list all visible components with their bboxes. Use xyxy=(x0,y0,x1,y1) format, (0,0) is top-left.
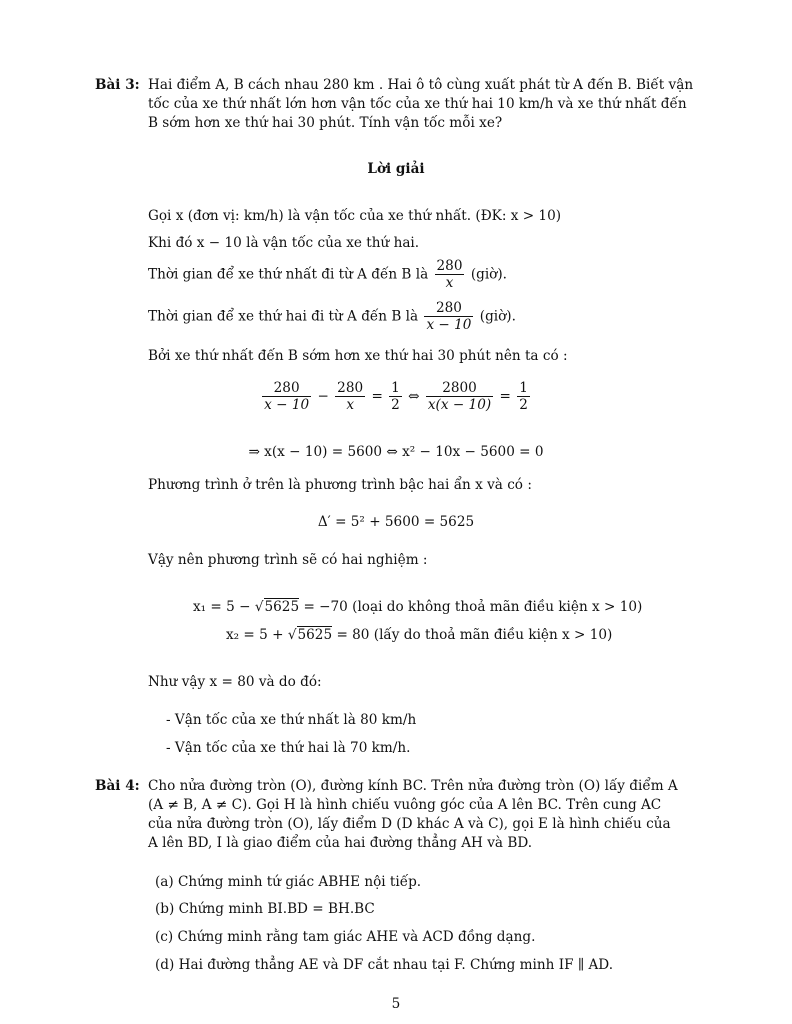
time-second-car-text: Thời gian để xe thứ hai đi từ A đến B là xyxy=(148,308,419,325)
solution-line-4 xyxy=(148,300,516,333)
solution-heading: Lời giải xyxy=(367,161,425,177)
fraction-numerator: 280 xyxy=(436,258,463,274)
answer-bullet-2: - Vận tốc của xe thứ hai là 70 km/h. xyxy=(166,740,411,756)
eq1-f4-denominator: x(x − 10) xyxy=(427,397,492,413)
equation-discriminant: Δ′ = 5² + 5600 = 5625 xyxy=(317,514,475,530)
eq1-f2-numerator: 280 xyxy=(337,380,364,396)
problem-3-text-line-2: tốc của xe thứ nhất lớn hơn vận tốc của xe thứ hai 10 km/h và xe thứ nhất đến xyxy=(148,96,687,112)
eq1-fraction-1 xyxy=(262,380,311,413)
time-unit: (giờ). xyxy=(470,266,507,283)
root-x2-radicand: 5625 xyxy=(297,627,333,643)
eq1-equals: = xyxy=(371,388,383,405)
eq1-f3-numerator: 1 xyxy=(391,380,400,396)
time-unit: (giờ). xyxy=(479,308,516,325)
problem-3-label: Bài 3: xyxy=(95,77,140,93)
problem-4-item-b: (b) Chứng minh BI.BD = BH.BC xyxy=(155,901,375,917)
answer-bullet-1: - Vận tốc của xe thứ nhất là 80 km/h xyxy=(166,712,417,728)
problem-4-text-line-4: A lên BD, I là giao điểm của hai đường thẳng AH và BD. xyxy=(148,835,533,851)
eq1-f5-numerator: 1 xyxy=(519,380,528,396)
fraction-denominator: x xyxy=(445,275,454,291)
root-x1 xyxy=(193,598,642,616)
solution-line-6: Phương trình ở trên là phương trình bậc hai ẩn x và có : xyxy=(148,477,532,493)
fraction-280-over-x-minus-10 xyxy=(424,300,473,333)
eq1-f4-numerator: 2800 xyxy=(426,380,493,397)
fraction-numerator: 280 xyxy=(424,300,473,317)
fraction-280-over-x xyxy=(435,258,465,291)
eq1-f1-denominator: x − 10 xyxy=(264,397,310,413)
problem-4-item-d: (d) Hai đường thẳng AE và DF cắt nhau tại F. Chứng minh IF ∥ AD. xyxy=(155,957,614,973)
solution-line-3 xyxy=(148,258,507,291)
eq1-f1-numerator: 280 xyxy=(262,380,311,397)
eq1-f5-denominator: 2 xyxy=(519,397,528,413)
root-x2 xyxy=(226,626,612,644)
fraction-denominator: x − 10 xyxy=(426,317,472,333)
eq1-iff: ⇔ xyxy=(408,388,420,405)
solution-line-8: Như vậy x = 80 và do đó: xyxy=(148,674,322,690)
problem-4-text-line-3: của nửa đường tròn (O), lấy điểm D (D khác A và C), gọi E là hình chiếu của xyxy=(148,816,671,832)
root-x1-result: = −70 (loại do không thoả mãn điều kiện x > 10) xyxy=(303,599,643,615)
eq1-equals-2: = xyxy=(499,388,511,405)
time-first-car-text: Thời gian để xe thứ nhất đi từ A đến B là xyxy=(148,266,429,283)
eq1-f2-denominator: x xyxy=(346,397,354,413)
root-x1-prefix: x₁ = 5 − √ xyxy=(193,599,264,615)
equation-quadratic: ⇒ x(x − 10) = 5600 ⇔ x² − 10x − 5600 = 0 xyxy=(248,444,544,460)
problem-4-item-a: (a) Chứng minh tứ giác ABHE nội tiếp. xyxy=(155,874,422,890)
solution-line-1: Gọi x (đơn vị: km/h) là vận tốc của xe thứ nhất. (ĐK: x > 10) xyxy=(148,208,562,224)
problem-3-text-line-1: Hai điểm A, B cách nhau 280 km . Hai ô tô cùng xuất phát từ A đến B. Biết vận xyxy=(148,77,694,93)
eq1-fraction-3 xyxy=(389,380,402,413)
root-x1-radicand: 5625 xyxy=(264,599,300,615)
page-number: 5 xyxy=(391,996,401,1012)
root-x2-result: = 80 (lấy do thoả mãn điều kiện x > 10) xyxy=(336,627,613,643)
problem-4-item-c: (c) Chứng minh rằng tam giác AHE và ACD đồng dạng. xyxy=(155,929,536,945)
eq1-fraction-4 xyxy=(426,380,493,413)
solution-line-7: Vậy nên phương trình sẽ có hai nghiệm : xyxy=(148,552,428,568)
root-x2-prefix: x₂ = 5 + √ xyxy=(226,627,297,643)
eq1-fraction-2 xyxy=(335,380,365,413)
equation-time-difference xyxy=(0,380,792,413)
problem-4-label: Bài 4: xyxy=(95,778,140,794)
problem-3-text-line-3: B sớm hơn xe thứ hai 30 phút. Tính vận tốc mỗi xe? xyxy=(148,115,503,131)
eq1-fraction-5 xyxy=(517,380,530,413)
problem-4-text-line-1: Cho nửa đường tròn (O), đường kính BC. Trên nửa đường tròn (O) lấy điểm A xyxy=(148,778,678,794)
eq1-f3-denominator: 2 xyxy=(391,397,400,413)
solution-line-5: Bởi xe thứ nhất đến B sớm hơn xe thứ hai 30 phút nên ta có : xyxy=(148,348,568,364)
problem-4-text-line-2: (A ≠ B, A ≠ C). Gọi H là hình chiếu vuông góc của A lên BC. Trên cung AC xyxy=(148,797,662,813)
eq1-minus: − xyxy=(317,388,329,405)
solution-line-2: Khi đó x − 10 là vận tốc của xe thứ hai. xyxy=(148,235,420,251)
